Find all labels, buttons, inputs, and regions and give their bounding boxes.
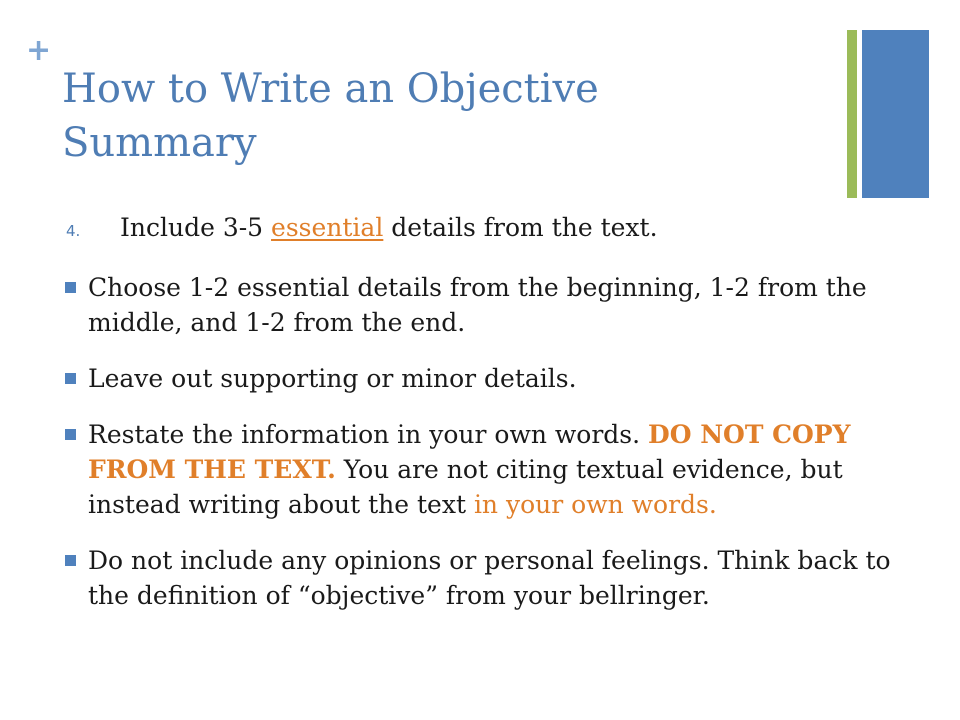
own-words-highlight: in your own words. (473, 490, 717, 519)
accent-bar-green (847, 30, 857, 198)
square-bullet-icon (65, 282, 76, 293)
bullet-text-part1: Restate the information in your own words. (88, 420, 649, 449)
bullet-item-3 (62, 417, 932, 522)
bullet-item-1 (62, 270, 932, 340)
square-bullet-icon (65, 555, 76, 566)
square-bullet-icon (65, 373, 76, 384)
step-text-after: details from the text. (383, 213, 658, 242)
bullet-text: Do not include any opinions or personal feelings. Think back to the definition of “objective” from your bellringer. (88, 546, 891, 610)
number-marker: 4. (66, 222, 81, 240)
bullet-text: Choose 1-2 essential details from the beginning, 1-2 from the middle, and 1-2 from the end. (88, 273, 867, 337)
numbered-item-4 (62, 210, 932, 249)
bullet-text: Leave out supporting or minor details. (88, 364, 577, 393)
slide-body (62, 210, 932, 634)
slide-title: How to Write an Objective Summary (62, 66, 599, 166)
numbered-item-text (120, 210, 658, 245)
plus-icon: + (26, 33, 52, 68)
step-text-before: Include 3-5 (120, 213, 272, 242)
bullet-text-part2: You are not citing textual evidence, but instead writing about the text (88, 455, 843, 519)
bullet-item-2 (62, 361, 932, 396)
bullet-text (88, 417, 932, 522)
bullet-item-4 (62, 543, 932, 613)
essential-highlight: essential (271, 213, 384, 242)
square-bullet-icon (65, 429, 76, 440)
do-not-copy-emphasis: DO NOT COPY FROM THE TEXT. (88, 420, 851, 484)
accent-bar-blue (862, 30, 929, 198)
